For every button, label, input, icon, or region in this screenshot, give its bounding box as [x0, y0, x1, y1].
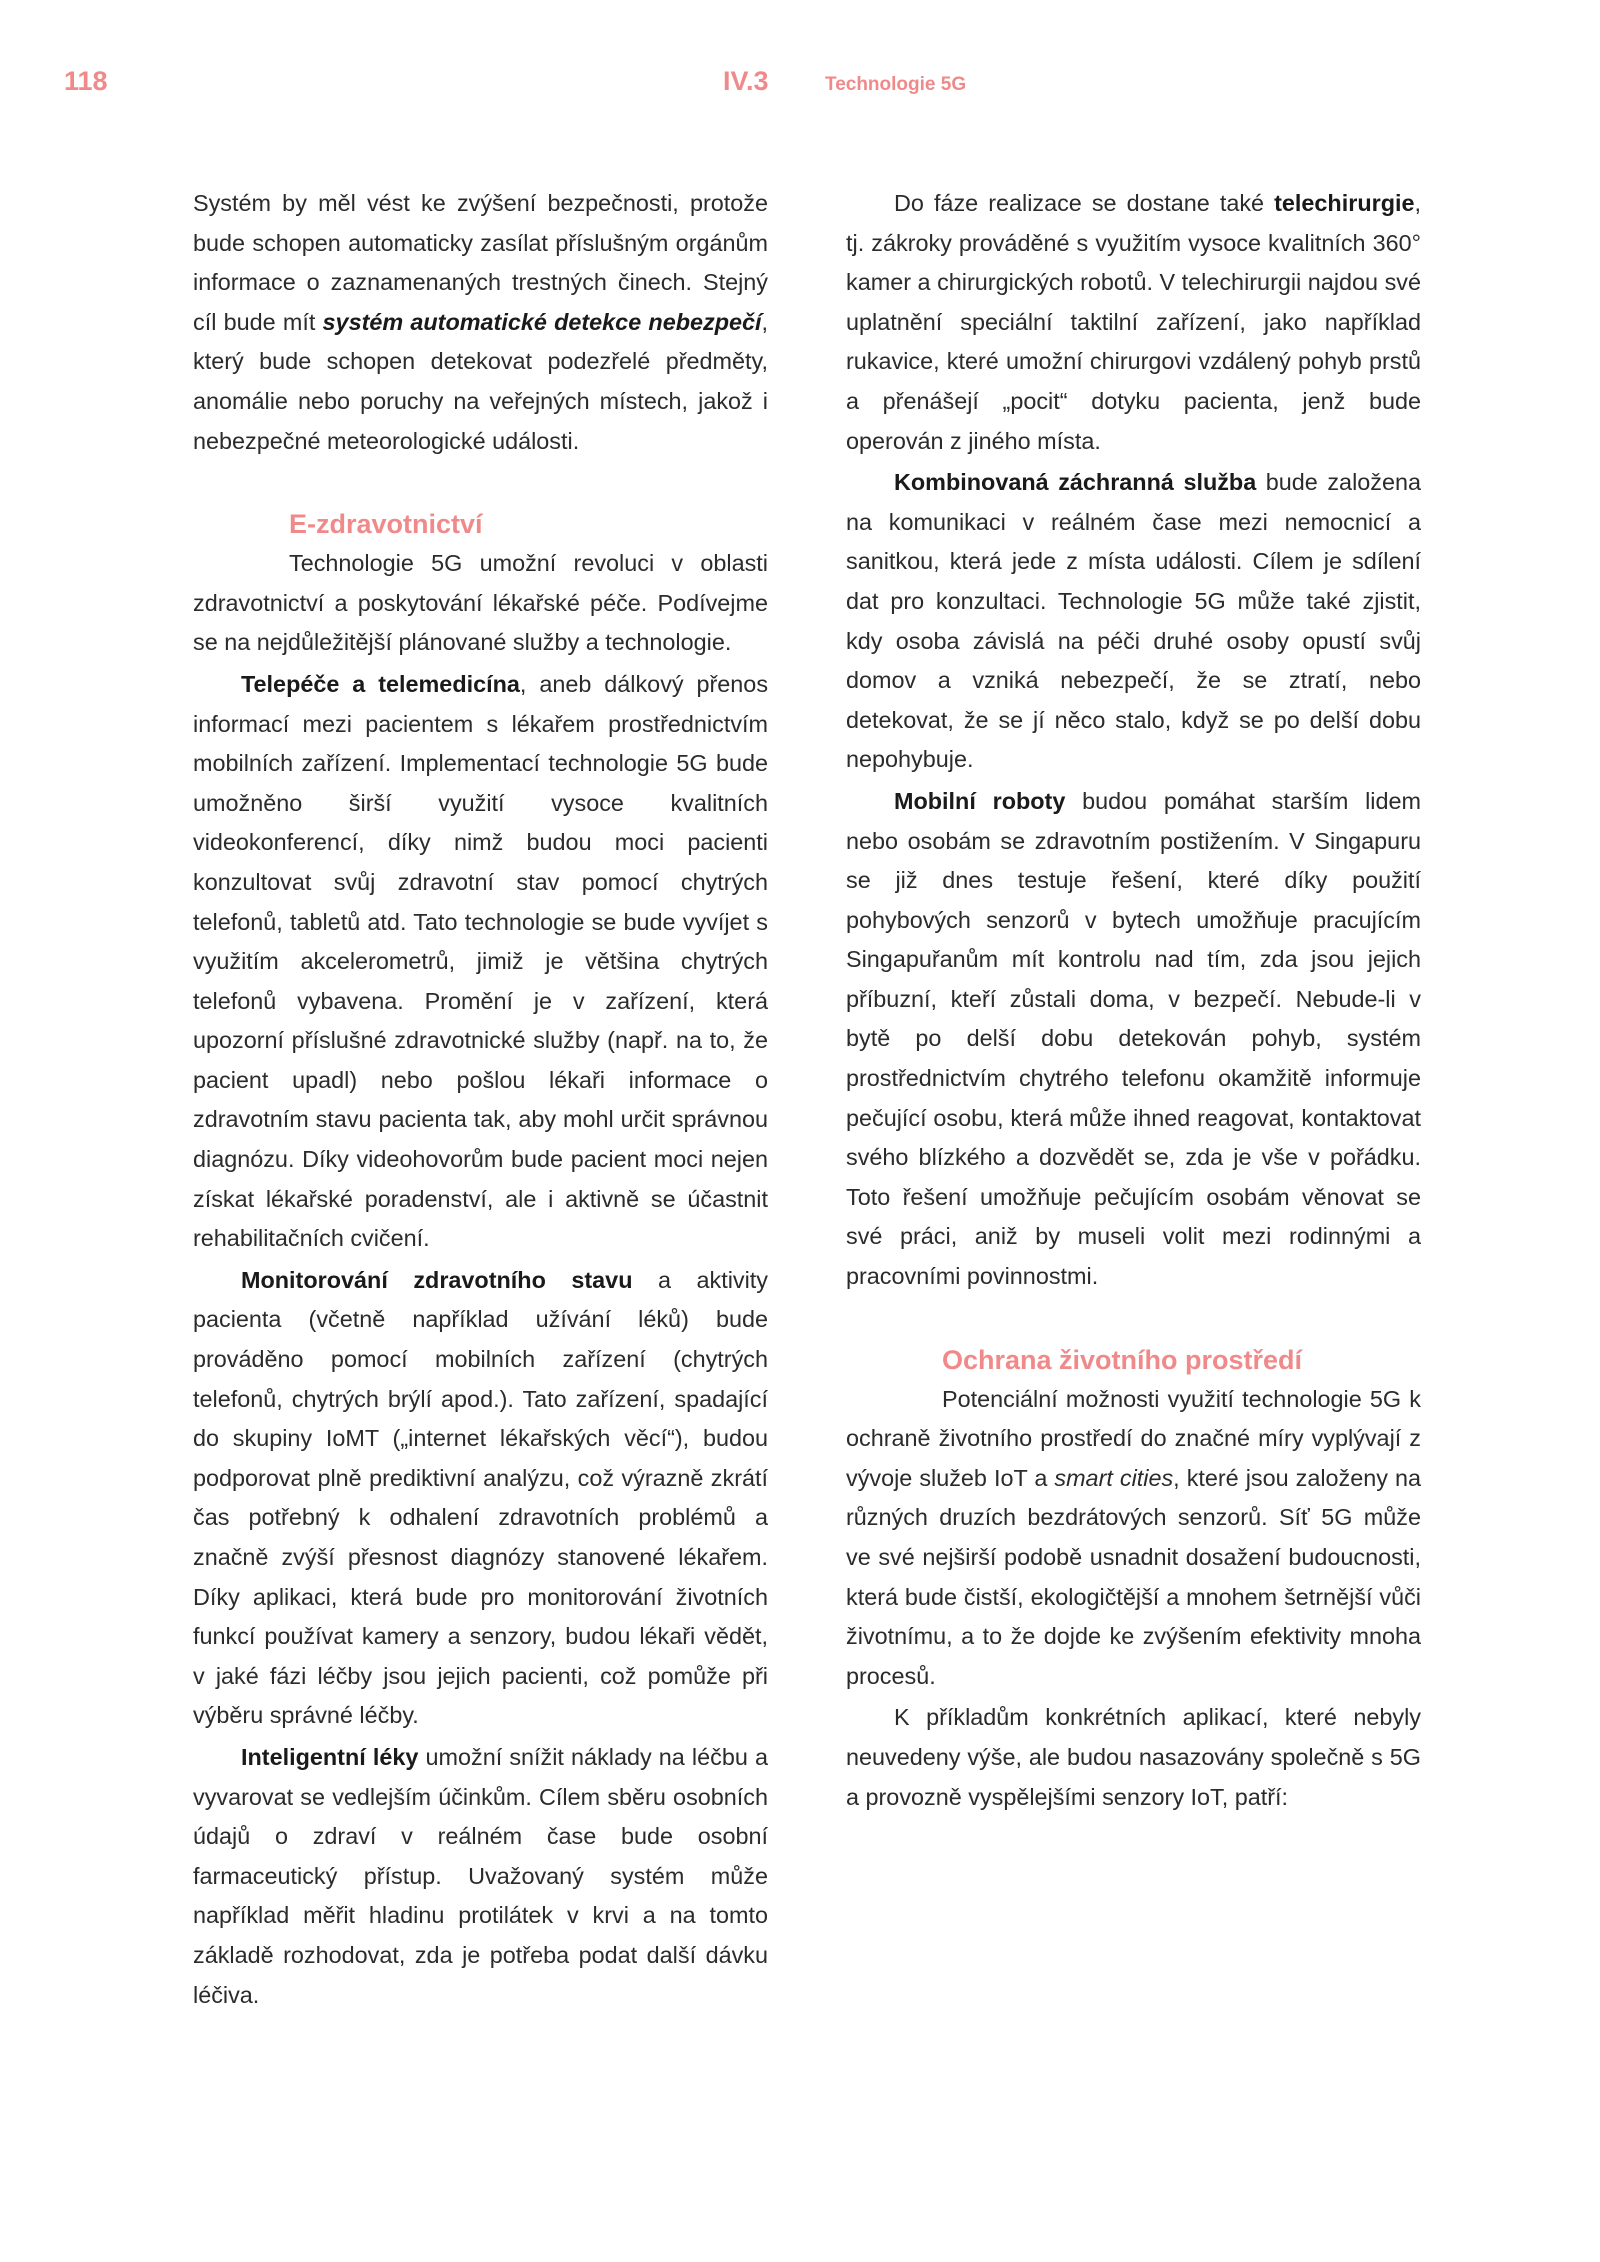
text-run: bude založena na komunikaci v reálném čase mezi nemocnicí a sanitkou, která jede z místa události. Cílem je sdílení dat pro konzultaci. Technologie 5G může také zjistit, kdy osoba závislá na péči druhé osoby opustí svůj domov a vzniká nebezpečí, že se ztratí, nebo detekovat, že se jí něco stalo, když se po delší dobu nepohybuje. [846, 469, 1421, 773]
bold-term: Mobilní roboty [894, 787, 1066, 814]
emphasis-term: systém automatické detekce nebezpečí [322, 308, 762, 335]
bold-term: Monitorování zdravotního stavu [241, 1266, 633, 1293]
text-run: , tj. zákroky prováděné s využitím vysoce kvalitních 360° kamer a chirurgických robotů. V telechirurgii najdou své uplatnění speciální taktilní zařízení, jako například rukavice, které umožní chirurgovi vzdálený pohyb prstů a přenášejí „pocit“ dotyku pacienta, jenž bude operován z jiného místa. [846, 190, 1421, 454]
paragraph-emergency [846, 463, 1421, 780]
left-column [193, 184, 768, 2015]
section-heading-ehealth: E-zdravotnictví [289, 509, 483, 540]
text-run: , které jsou založeny na různých druzích bezdrátových senzorů. Síť 5G může ve své nejširší podobě usnadnit dosažení budoucnosti, která bude čistší, ekologičtější a mnohem šetrnější vůči životnímu, a to že dojde ke zvýšením efektivity mnoha procesů. [846, 1464, 1421, 1689]
text-run: a aktivity pacienta (včetně například užívání léků) bude prováděno pomocí mobilních zařízení (chytrých telefonů, chytrých brýlí apod.). Tato zařízení, spadající do skupiny IoMT („internet lékařských věcí“), budou podporovat plně prediktivní analýzu, což výrazně zkrátí čas potřebný k odhalení zdravotních problémů a značně zvýší přesnost diagnózy stanovené lékařem. Díky aplikaci, která bude pro monitorování životních funkcí používat kamery a senzory, budou lékaři vědět, v jaké fázi léčby jsou jejich pacienti, což pomůže při výběru správné léčby. [193, 1266, 768, 1729]
text-run: , který bude schopen detekovat podezřelé předměty, anomálie nebo poruchy na veřejných místech, jakož i nebezpečné meteorologické události. [193, 308, 769, 454]
italic-term: smart cities [1054, 1464, 1174, 1491]
section-heading-environment: Ochrana životního prostředí [942, 1344, 1303, 1375]
page-number: 118 [64, 66, 108, 96]
paragraph-robots [846, 782, 1421, 1297]
paragraph-smart-drugs [193, 1738, 768, 2015]
paragraph-telemedicine [193, 665, 768, 1259]
bold-term: Kombinovaná záchranná služba [894, 469, 1257, 496]
bold-term: telechirurgie [1274, 190, 1415, 216]
chapter-title: Technologie 5G [825, 74, 967, 95]
paragraph-telesurgery [846, 184, 1421, 461]
bold-term: Telepéče a telemedicína [241, 670, 520, 697]
text-run: umožní snížit náklady na léčbu a vyvarovat se vedlejším účinkům. Cílem sběru osobních údajů o zdraví v reálném čase bude osobní farmaceutický přístup. Uvažovaný systém může například měřit hladinu protilátek v krvi a na tomto základě rozhodovat, zda je potřeba podat další dávku léčiva. [193, 1743, 768, 2008]
right-column [846, 184, 1421, 1817]
paragraph-examples: K příkladům konkrétních aplikací, které nebyly neuvedeny výše, ale budou nasazovány společně s 5G a provozně vyspělejšími senzory IoT, patří: [846, 1704, 1421, 1810]
page-header [0, 62, 1600, 102]
text-run: , aneb dálkový přenos informací mezi pacientem s lékařem prostřednictvím mobilních zařízení. Implementací technologie 5G bude umožněno širší využití vysoce kvalitních videokonferencí, díky nimž budou moci pacienti konzultovat svůj zdravotní stav pomocí chytrých telefonů, tabletů atd. Tato technologie se bude vyvíjet s využitím akcelerometrů, jimiž je většina chytrých telefonů vybavena. Promění je v zařízení, která upozorní příslušné zdravotnické služby (např. na to, že pacient upadl) nebo pošlou lékaři informace o zdravotním stavu pacienta tak, aby mohl určit správnou diagnózu. Díky videohovorům bude pacient moci nejen získat lékařské poradenství, ale i aktivně se účastnit rehabilitačních cvičení. [193, 670, 769, 1252]
text-run: budou pomáhat starším lidem nebo osobám se zdravotním postižením. V Singapuru se již dnes testuje řešení, které díky použití pohybových senzorů v bytech umožňuje pracujícím Singapuřanům mít kontrolu nad tím, zda jsou jejich příbuzní, kteří zůstali doma, v bezpečí. Nebude-li v bytě po delší dobu detekován pohyb, systém prostřednictvím chytrého telefonu okamžitě informuje pečující osobu, která může ihned reagovat, kontaktovat svého blízkého a dozvědět se, zda je vše v pořádku. Toto řešení umožňuje pečujícím osobám věnovat se své práci, aniž by museli volit mezi rodinnými a pracovními povinnostmi. [846, 787, 1421, 1290]
text-run: Potenciální možnosti využití technologie 5G k ochraně životního prostředí do značné míry vyplývají z vývoje služeb IoT a [846, 1385, 1421, 1491]
paragraph-monitoring [193, 1261, 768, 1736]
chapter-number: IV.3 [723, 66, 769, 96]
paragraph-security [193, 184, 768, 461]
paragraph-environment [846, 1380, 1421, 1697]
text-run: Systém by měl vést ke zvýšení bezpečnosti, protože bude schopen automaticky zasílat příslušným orgánům informace o zaznamenaných trestných činech. Stejný cíl bude mít [193, 190, 768, 335]
paragraph-ehealth-intro: Technologie 5G umožní revoluci v oblasti zdravotnictví a poskytování lékařské péče. Podívejme se na nejdůležitější plánované služby a technologie. [193, 550, 768, 656]
text-run: Do fáze realizace se dostane také [894, 190, 1275, 216]
bold-term: Inteligentní léky [241, 1743, 419, 1770]
